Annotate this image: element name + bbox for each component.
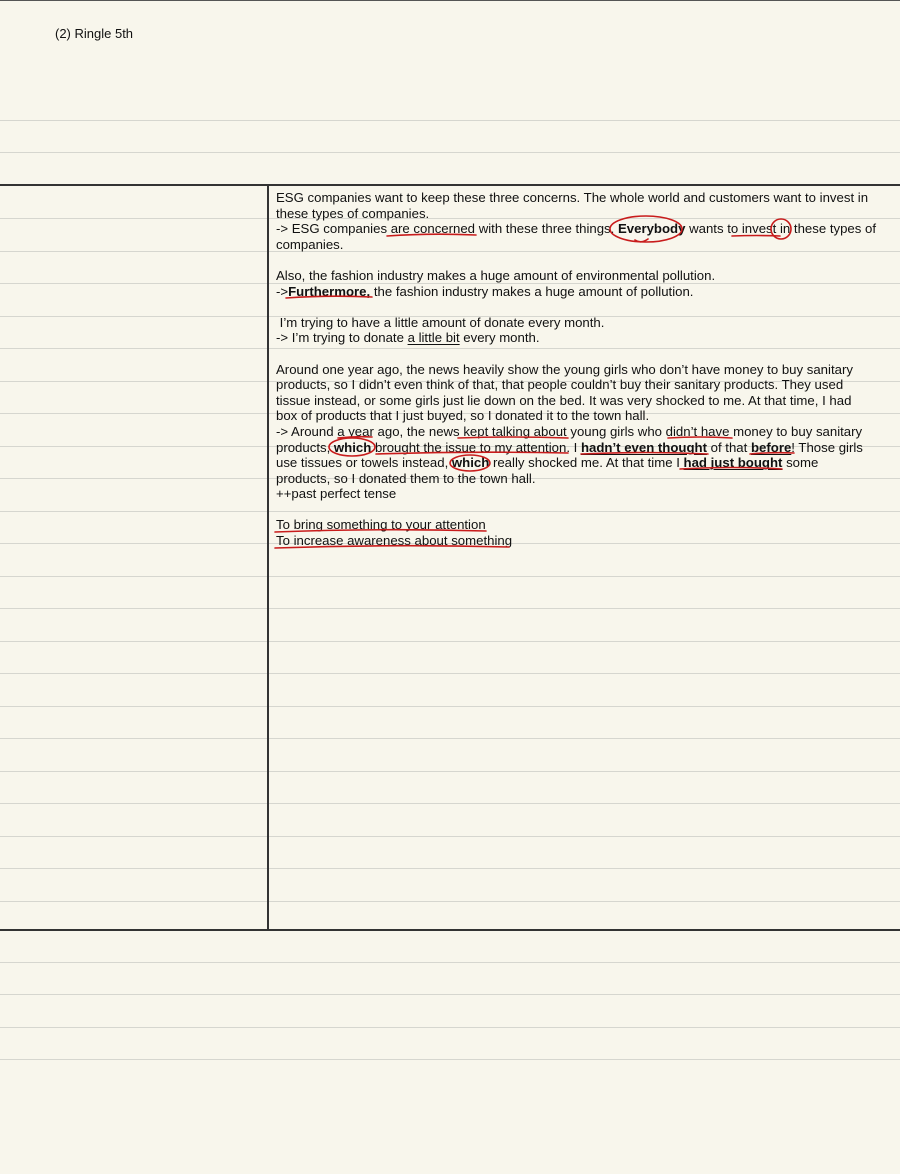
- ruled-line: [0, 771, 900, 772]
- column-divider: [267, 185, 269, 930]
- bold-furthermore: Furthermore,: [288, 283, 371, 299]
- original-sentence-2: Also, the fashion industry makes a huge amount of environmental pollution.: [276, 267, 716, 283]
- ruled-line: [0, 868, 900, 869]
- expression-2: To increase awareness about something: [276, 533, 513, 549]
- original-sentence-1: ESG companies want to keep these three concerns. The whole world and customers want to invest in these types of companies.: [276, 190, 869, 221]
- ruled-line: [0, 120, 900, 121]
- top-border: [0, 0, 900, 1]
- expression-1: To bring something to your attention: [276, 517, 486, 533]
- page-title: (2) Ringle 5th: [55, 26, 134, 41]
- revised-sentence-2: ->Furthermore, the fashion industry makes a huge amount of pollution.: [276, 283, 694, 299]
- ruled-line: [0, 738, 900, 739]
- ruled-line: [0, 1059, 900, 1060]
- section-top-line: [0, 184, 900, 186]
- ruled-line: [0, 608, 900, 609]
- underlined-a-little-bit: a little bit: [407, 330, 460, 346]
- ruled-line: [0, 803, 900, 804]
- revised-paragraph-4: -> Around a year ago, the news kept talking about young girls who didn’t have money to buy sanitary products, which brought the issue to my attention. I hadn’t even thought of that before! Those girls use tissues or towels instead, which really shocked me. At that time I had just bought some products, so I donated them to the town hall.: [276, 423, 863, 486]
- revised-sentence-3: -> I’m trying to donate a little bit every month.: [276, 330, 540, 346]
- section-bottom-line: [0, 929, 900, 931]
- bold-hadnt-even-thought: hadn’t even thought: [580, 439, 707, 455]
- ruled-line: [0, 1027, 900, 1028]
- ruled-line: [0, 576, 900, 577]
- ruled-line: [0, 962, 900, 963]
- revised-sentence-1: -> ESG companies are concerned with these three things. Everybody wants to invest in these types of companies.: [276, 221, 877, 252]
- bold-had-just-bought: had just bought: [683, 455, 783, 471]
- ruled-line: [0, 836, 900, 837]
- ruled-line: [0, 673, 900, 674]
- ruled-line: [0, 901, 900, 902]
- grammar-note: ++past perfect tense: [276, 486, 397, 502]
- ruled-line: [0, 994, 900, 995]
- original-paragraph-4: Around one year ago, the news heavily show the young girls who don’t have money to buy sanitary products, so I didn’t even think of that, that people couldn’t buy their sanitary products. They used tissue instead, or some girls just lie down on the bed. It was very shocked to me. At that time, I had box of products that I just buyed, so I donated it to the town hall.: [276, 361, 853, 424]
- ruled-line: [0, 706, 900, 707]
- original-sentence-3: I’m trying to have a little amount of donate every month.: [276, 314, 605, 330]
- bold-before: before: [750, 439, 792, 455]
- ruled-line: [0, 641, 900, 642]
- ruled-line: [0, 152, 900, 153]
- bold-everybody: Everybody: [617, 221, 686, 237]
- notes-content: [276, 190, 876, 549]
